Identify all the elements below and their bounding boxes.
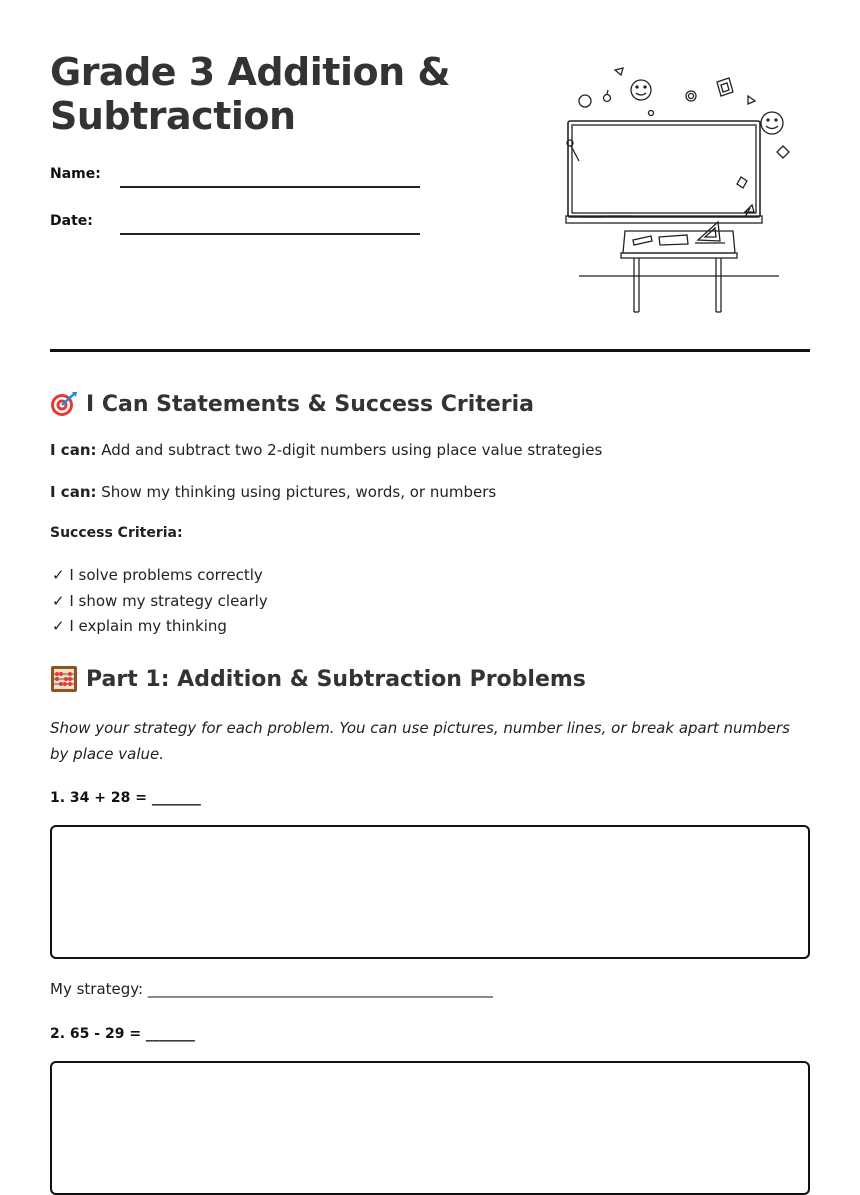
date-field[interactable] bbox=[120, 233, 420, 235]
date-label: Date: bbox=[50, 213, 93, 229]
i-can-text: Add and subtract two 2-digit numbers using place value strategies bbox=[101, 441, 603, 459]
i-can-prefix: I can: bbox=[50, 483, 97, 501]
section-heading-i-can bbox=[50, 390, 534, 418]
success-criteria-label: Success Criteria: bbox=[50, 525, 183, 541]
section-divider bbox=[50, 349, 810, 352]
section-heading-text: I Can Statements & Success Criteria bbox=[86, 391, 534, 417]
instructions: Show your strategy for each problem. You can use pictures, number lines, or break apart numbers by place value. bbox=[50, 719, 790, 763]
problem-1-label: 1. 34 + 28 = _______ bbox=[50, 790, 201, 806]
i-can-statement-2 bbox=[50, 483, 496, 501]
name-label: Name: bbox=[50, 166, 101, 182]
i-can-statement-1 bbox=[50, 441, 602, 459]
abacus-icon bbox=[50, 665, 78, 693]
problem-1-work-box[interactable] bbox=[50, 825, 810, 959]
problem-2-label: 2. 65 - 29 = _______ bbox=[50, 1026, 195, 1042]
criteria-item: ✓ I show my strategy clearly bbox=[52, 592, 268, 610]
criteria-item: ✓ I explain my thinking bbox=[52, 617, 227, 635]
problem-2-work-box[interactable] bbox=[50, 1061, 810, 1195]
section-heading-part-1 bbox=[50, 665, 586, 693]
name-field[interactable] bbox=[120, 186, 420, 188]
section-heading-text: Part 1: Addition & Subtraction Problems bbox=[86, 666, 586, 692]
classroom-chalkboard-illustration bbox=[555, 60, 795, 320]
i-can-prefix: I can: bbox=[50, 441, 97, 459]
problem-1-strategy-line[interactable]: My strategy: ______________________________________________ bbox=[50, 980, 493, 998]
target-icon bbox=[50, 390, 78, 418]
i-can-text: Show my thinking using pictures, words, or numbers bbox=[101, 483, 497, 501]
page-title: Grade 3 Addition & Subtraction bbox=[50, 50, 451, 138]
criteria-item: ✓ I solve problems correctly bbox=[52, 566, 263, 584]
